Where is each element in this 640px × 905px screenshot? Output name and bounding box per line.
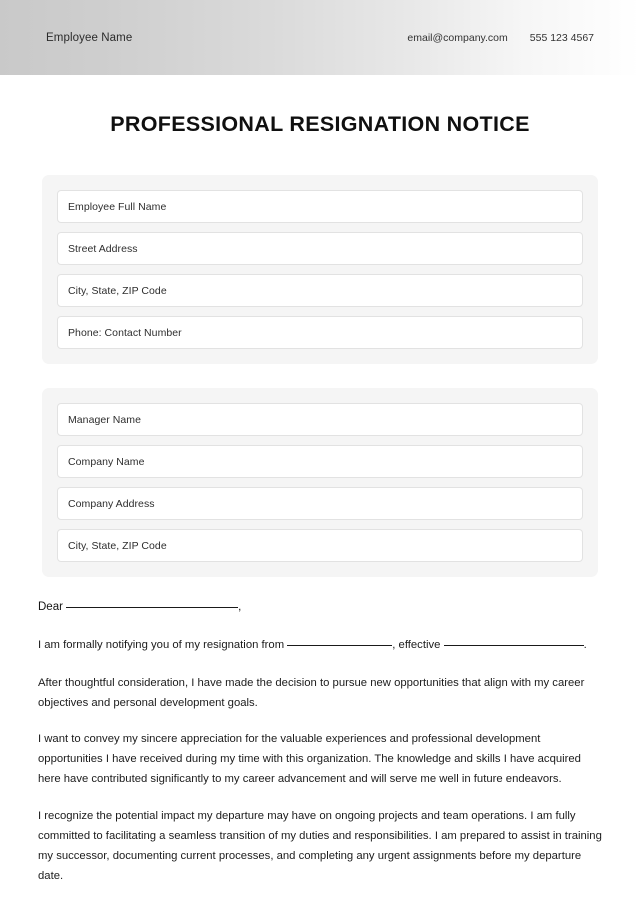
- field-label: Phone: Contact Number: [68, 326, 182, 339]
- position-blank-field[interactable]: [287, 645, 392, 646]
- effective-date-blank-field[interactable]: [444, 645, 584, 646]
- field-manager-name[interactable]: [57, 403, 583, 436]
- field-label: Street Address: [68, 242, 138, 255]
- paragraph-appreciation: I want to convey my sincere appreciation for the valuable experiences and professional development opportunities I have received during my time with this organization. The knowledge and skills I have acquired here have contributed significantly to my career advancement and will serve me well in future endeavors.: [38, 733, 581, 786]
- salutation-prefix: Dear: [38, 601, 63, 613]
- salutation-blank-field[interactable]: [66, 607, 238, 608]
- field-label: Employee Full Name: [68, 200, 167, 213]
- field-sender-city-state-zip[interactable]: [57, 274, 583, 307]
- letter-body: [38, 577, 602, 886]
- field-label: City, State, ZIP Code: [68, 539, 167, 552]
- field-phone-contact-number[interactable]: [57, 316, 583, 349]
- page-title: PROFESSIONAL RESIGNATION NOTICE: [110, 112, 530, 136]
- letterhead-contact-group: [407, 32, 594, 44]
- field-label: Company Address: [68, 497, 155, 510]
- field-company-name[interactable]: [57, 445, 583, 478]
- lead-text-after: .: [583, 639, 587, 651]
- sender-details-panel: [42, 175, 598, 364]
- paragraph-resignation-statement: [38, 635, 602, 655]
- salutation-suffix: ,: [238, 601, 242, 613]
- field-street-address[interactable]: [57, 232, 583, 265]
- letterhead-banner: [0, 0, 640, 75]
- paragraph-transition: I recognize the potential impact my departure may have on ongoing projects and team operations. I am fully committed to facilitating a seamless transition of my duties and responsibilities. I am prepared to assist in training my successor, documenting current processes, and completing any urgent assignments before my departure date.: [38, 809, 602, 882]
- field-label: Manager Name: [68, 413, 141, 426]
- paragraph-reason: After thoughtful consideration, I have made the decision to pursue new opportunities that align with my career objectives and personal development goals.: [38, 677, 585, 710]
- salutation-line: [38, 601, 602, 613]
- field-company-address[interactable]: [57, 487, 583, 520]
- letterhead-employee-name: Employee Name: [46, 31, 133, 44]
- letterhead-phone: 555 123 4567: [529, 31, 594, 44]
- recipient-details-panel: [42, 388, 598, 577]
- lead-text-middle: , effective: [392, 639, 441, 651]
- field-label: Company Name: [68, 455, 145, 468]
- panel-spacer: [0, 364, 640, 388]
- letterhead-email: email@company.com: [407, 31, 508, 44]
- letterhead-content: [0, 32, 640, 44]
- lead-text-before: I am formally notifying you of my resignation from: [38, 639, 285, 651]
- field-recipient-city-state-zip[interactable]: [57, 529, 583, 562]
- field-label: City, State, ZIP Code: [68, 284, 167, 297]
- field-employee-full-name[interactable]: [57, 190, 583, 223]
